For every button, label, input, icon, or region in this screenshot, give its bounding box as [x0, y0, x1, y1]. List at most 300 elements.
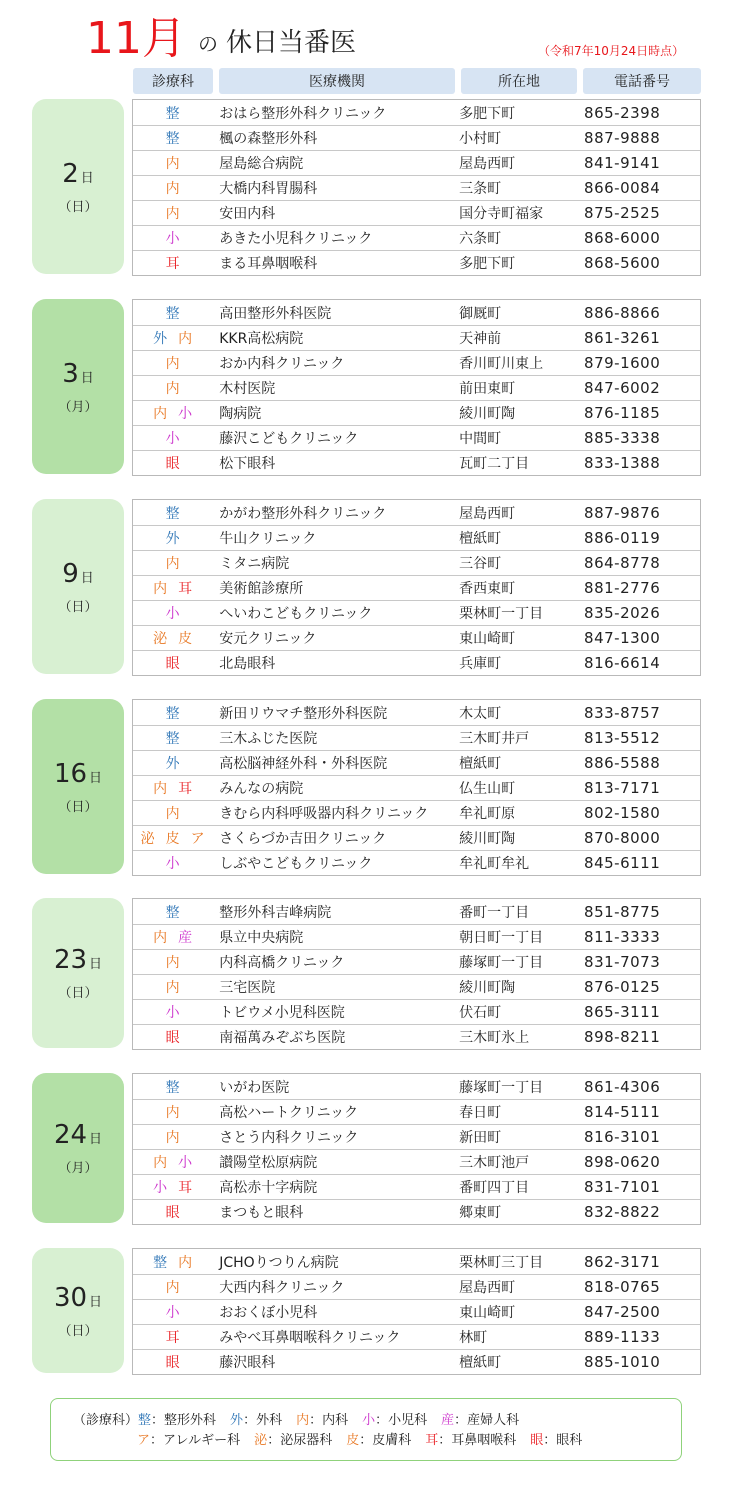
specialty-tag: 内 [165, 206, 181, 222]
row-clinic-name: あきた小児科クリニック [219, 231, 373, 247]
day-number: 30 [53, 1282, 88, 1313]
row-clinic-name: 藤沢眼科 [219, 1355, 276, 1371]
specialty-tag: 内 [165, 156, 181, 172]
row-specialty [133, 553, 213, 573]
legend-item [296, 1413, 348, 1428]
page-title [86, 14, 356, 64]
day-weekday: （月） [58, 399, 98, 415]
row-address: 藤塚町一丁目 [459, 1079, 544, 1096]
row-specialty [133, 1077, 213, 1097]
legend [50, 1398, 682, 1461]
table-row [133, 750, 700, 775]
row-address: 屋島西町 [459, 1280, 516, 1296]
row-clinic-name: 高松脳神経外科・外科医院 [219, 756, 388, 772]
row-specialty [133, 503, 213, 523]
row-specialty [133, 927, 213, 947]
row-specialty [133, 1152, 213, 1172]
specialty-tag: 整 [165, 705, 181, 722]
day-date [54, 1120, 102, 1155]
row-address: 綾川町陶 [459, 406, 516, 422]
row-phone: 816-6614 [584, 654, 661, 672]
row-clinic-name: 北島眼科 [219, 656, 276, 672]
row-address: 藤塚町一丁目 [459, 955, 544, 971]
row-specialty [133, 1102, 213, 1122]
specialty-tag: 整 [165, 731, 181, 747]
day-unit: 日 [89, 1294, 103, 1310]
row-clinic-name: 安田内科 [219, 206, 276, 222]
specialty-tag: 内 [153, 406, 169, 422]
row-specialty [133, 1127, 213, 1147]
legend-key: 内 [296, 1413, 310, 1428]
table-row [133, 625, 700, 650]
day-date [62, 559, 94, 594]
table-row [133, 725, 700, 750]
specialty-tag: 整 [165, 305, 181, 322]
table-row [133, 600, 700, 625]
specialty-tag: 耳 [178, 1180, 194, 1196]
row-phone: 868-5600 [584, 254, 661, 272]
row-specialty [133, 353, 213, 373]
day-table [132, 898, 701, 1050]
header-name: 医療機関 [219, 68, 455, 94]
day-weekday: （日） [58, 1323, 98, 1339]
row-address: 牟礼町原 [459, 806, 516, 822]
row-address: 檀紙町 [459, 756, 502, 772]
day-weekday: （日） [58, 986, 98, 1001]
row-phone: 865-3111 [584, 1003, 661, 1021]
day-date [54, 945, 102, 980]
row-address: 兵庫町 [459, 656, 502, 672]
specialty-tag: 内 [165, 381, 181, 397]
specialty-tag: 泌 [153, 631, 169, 647]
legend-item [362, 1413, 427, 1428]
row-clinic-name: しぶやこどもクリニック [219, 856, 373, 872]
row-clinic-name: みんなの病院 [219, 781, 304, 797]
day-date [62, 359, 94, 394]
title-month: 11月 [86, 13, 186, 64]
title-main: 休日当番医 [226, 28, 357, 58]
row-specialty [133, 153, 213, 173]
row-specialty [133, 378, 213, 398]
row-phone: 885-1010 [584, 1353, 661, 1371]
specialty-tag: 泌 [140, 831, 156, 847]
legend-item [254, 1433, 332, 1448]
legend-key: 小 [362, 1413, 376, 1428]
row-address: 国分寺町福家 [459, 206, 544, 222]
row-phone: 885-3338 [584, 429, 661, 447]
row-address: 朝日町一丁目 [459, 930, 544, 946]
row-phone: 898-0620 [584, 1153, 661, 1171]
table-row [133, 1274, 700, 1299]
row-specialty [133, 128, 213, 148]
row-clinic-name: 美術館診療所 [219, 581, 304, 597]
specialty-tag: 耳 [165, 256, 181, 272]
row-specialty [133, 1327, 213, 1347]
table-row [133, 650, 700, 675]
specialty-tag: 内 [165, 1130, 181, 1146]
table-row [133, 775, 700, 800]
table-row [133, 800, 700, 825]
row-clinic-name: まつもと眼科 [219, 1205, 304, 1221]
row-specialty [133, 103, 213, 123]
specialty-tag: ア [190, 831, 206, 847]
table-row [133, 1149, 700, 1174]
day-block-16 [32, 699, 702, 876]
table-row [133, 1349, 700, 1374]
specialty-tag: 内 [165, 1280, 181, 1296]
row-clinic-name: 木村医院 [219, 381, 276, 397]
table-row [133, 300, 700, 325]
row-specialty [133, 653, 213, 673]
legend-key: 産 [441, 1413, 455, 1428]
row-address: 三谷町 [459, 556, 502, 572]
table-row [133, 150, 700, 175]
row-address: 番町一丁目 [459, 904, 530, 921]
table-row [133, 1174, 700, 1199]
row-clinic-name: ミタニ病院 [219, 556, 290, 572]
specialty-tag: 皮 [178, 631, 194, 647]
specialty-tag: 小 [165, 1005, 181, 1021]
row-address: 郷東町 [459, 1205, 502, 1221]
specialty-tag: 産 [178, 930, 194, 946]
row-address: 伏石町 [459, 1005, 502, 1021]
legend-item [346, 1433, 411, 1448]
row-phone: 876-1185 [584, 404, 661, 422]
table-row [133, 1299, 700, 1324]
legend-value: ：小児科 [375, 1413, 428, 1428]
row-clinic-name: 三宅医院 [219, 980, 276, 996]
row-phone: 898-8211 [584, 1028, 661, 1046]
legend-value: ：アレルギー科 [150, 1433, 241, 1448]
specialty-tag: 内 [153, 1155, 169, 1171]
specialty-tag: 内 [165, 1105, 181, 1121]
row-address: 御厩町 [459, 305, 502, 322]
day-date [54, 759, 102, 794]
row-specialty [133, 1277, 213, 1297]
row-specialty [133, 453, 213, 473]
row-address: 三木町池戸 [459, 1155, 530, 1171]
row-clinic-name: みやべ耳鼻咽喉科クリニック [219, 1330, 401, 1346]
row-clinic-name: さとう内科クリニック [219, 1130, 359, 1146]
table-row [133, 425, 700, 450]
row-phone: 861-3261 [584, 329, 661, 347]
table-row [133, 125, 700, 150]
day-number: 24 [53, 1120, 88, 1150]
header-addr: 所在地 [461, 68, 577, 94]
day-block-24 [32, 1073, 702, 1225]
legend-key: 皮 [346, 1433, 360, 1448]
table-row [133, 225, 700, 250]
legend-line-2 [137, 1429, 596, 1448]
row-phone: 845-6111 [584, 854, 661, 872]
day-box [32, 499, 124, 674]
legend-item [138, 1413, 216, 1428]
row-clinic-name: 大西内科クリニック [219, 1280, 345, 1296]
specialty-tag: 整 [165, 1079, 181, 1096]
specialty-tag: 内 [165, 181, 181, 197]
specialty-tag: 整 [165, 131, 181, 147]
row-specialty [133, 977, 213, 997]
row-phone: 841-9141 [584, 154, 661, 172]
table-row [133, 450, 700, 475]
legend-item [230, 1413, 282, 1428]
row-specialty [133, 228, 213, 248]
row-address: 栗林町三丁目 [459, 1254, 544, 1271]
row-address: 東山崎町 [459, 1305, 516, 1321]
table-row [133, 700, 700, 725]
day-number: 16 [53, 758, 88, 789]
specialty-tag: 耳 [165, 1330, 181, 1346]
row-phone: 886-0119 [584, 529, 661, 547]
row-address: 檀紙町 [459, 531, 502, 547]
row-specialty [133, 603, 213, 623]
table-row [133, 1024, 700, 1049]
legend-value: ：皮膚科 [359, 1433, 412, 1448]
row-specialty [133, 328, 213, 348]
day-unit: 日 [89, 957, 103, 972]
row-address: 綾川町陶 [459, 831, 516, 847]
day-table [132, 699, 701, 876]
legend-item [137, 1433, 240, 1448]
day-weekday: （日） [58, 199, 98, 215]
specialty-tag: 外 [165, 531, 181, 547]
row-specialty [133, 253, 213, 273]
row-phone: 813-7171 [584, 779, 661, 797]
table-row [133, 100, 700, 125]
day-table [132, 499, 701, 676]
row-specialty [133, 1302, 213, 1322]
row-address: 屋島西町 [459, 156, 516, 172]
legend-value: ：眼科 [543, 1433, 583, 1448]
row-specialty [133, 1202, 213, 1222]
row-phone: 875-2525 [584, 204, 661, 222]
row-phone: 847-6002 [584, 379, 661, 397]
row-address: 木太町 [459, 705, 502, 722]
row-phone: 813-5512 [584, 729, 661, 747]
row-clinic-name: 整形外科吉峰病院 [219, 904, 332, 921]
row-phone: 847-1300 [584, 629, 661, 647]
row-clinic-name: 讃陽堂松原病院 [219, 1155, 318, 1171]
row-phone: 814-5111 [584, 1103, 661, 1121]
row-clinic-name: 内科高橋クリニック [219, 955, 345, 971]
day-number: 2 [62, 158, 79, 189]
row-address: 多肥下町 [459, 105, 516, 122]
legend-key: 外 [230, 1413, 244, 1428]
row-phone: 811-3333 [584, 928, 661, 946]
row-address: 屋島西町 [459, 505, 516, 522]
table-row [133, 525, 700, 550]
row-address: 多肥下町 [459, 256, 516, 272]
row-phone: 861-4306 [584, 1077, 661, 1096]
row-address: 天神前 [459, 331, 502, 347]
row-clinic-name: 藤沢こどもクリニック [219, 431, 359, 447]
legend-item [441, 1413, 519, 1428]
day-number: 9 [62, 558, 79, 589]
table-row [133, 999, 700, 1024]
table-row [133, 550, 700, 575]
row-phone: 847-2500 [584, 1303, 661, 1321]
specialty-tag: 整 [165, 105, 181, 122]
row-clinic-name: トビウメ小児科医院 [219, 1005, 345, 1021]
specialty-tag: 内 [165, 556, 181, 572]
specialty-tag: 小 [165, 856, 181, 872]
row-specialty [133, 828, 213, 848]
day-box [32, 898, 124, 1048]
row-phone: 889-1133 [584, 1328, 661, 1346]
row-specialty [133, 1352, 213, 1372]
legend-value: ：内科 [309, 1413, 349, 1428]
table-row [133, 375, 700, 400]
row-specialty [133, 1027, 213, 1047]
specialty-tag: 内 [165, 356, 181, 372]
row-specialty [133, 303, 213, 323]
table-row [133, 825, 700, 850]
specialty-tag: 眼 [165, 656, 181, 672]
row-specialty [133, 703, 213, 723]
row-address: 小村町 [459, 131, 502, 147]
row-address: 林町 [459, 1330, 488, 1346]
row-phone: 881-2776 [584, 579, 661, 597]
specialty-tag: 眼 [165, 1355, 181, 1371]
row-address: 東山崎町 [459, 631, 516, 647]
row-clinic-name: まる耳鼻咽喉科 [219, 256, 318, 272]
specialty-tag: 内 [178, 331, 194, 347]
table-row [133, 500, 700, 525]
row-address: 番町四丁目 [459, 1180, 530, 1196]
legend-key: 泌 [254, 1433, 268, 1448]
table-row [133, 1199, 700, 1224]
day-weekday: （日） [58, 599, 98, 615]
table-row [133, 325, 700, 350]
row-clinic-name: 県立中央病院 [219, 930, 304, 946]
row-specialty [133, 528, 213, 548]
table-row [133, 850, 700, 875]
table-row [133, 575, 700, 600]
day-block-2 [32, 99, 702, 276]
legend-item [425, 1433, 516, 1448]
day-unit: 日 [80, 370, 94, 386]
day-table [132, 1248, 701, 1375]
table-row [133, 350, 700, 375]
specialty-tag: 内 [165, 980, 181, 996]
specialty-tag: 整 [153, 1254, 169, 1271]
row-specialty [133, 778, 213, 798]
day-box [32, 1073, 124, 1223]
legend-value: ：整形外科 [151, 1413, 217, 1428]
row-phone: 833-1388 [584, 454, 661, 472]
specialty-tag: 整 [165, 505, 181, 522]
table-row [133, 200, 700, 225]
header-tel: 電話番号 [583, 68, 701, 94]
legend-item [530, 1433, 582, 1448]
row-clinic-name: 高松赤十字病院 [219, 1180, 318, 1196]
row-phone: 866-0084 [584, 179, 661, 197]
specialty-tag: 皮 [165, 831, 181, 847]
row-phone: 887-9876 [584, 503, 661, 522]
day-table [132, 99, 701, 276]
table-row [133, 1074, 700, 1099]
table-row [133, 974, 700, 999]
row-phone: 831-7073 [584, 953, 661, 971]
table-row [133, 400, 700, 425]
day-block-3 [32, 299, 702, 476]
day-box [32, 1248, 124, 1373]
row-phone: 832-8822 [584, 1203, 661, 1221]
row-clinic-name: きむら内科呼吸器内科クリニック [219, 806, 429, 822]
day-unit: 日 [89, 770, 103, 786]
specialty-tag: 外 [165, 756, 181, 772]
day-number: 3 [62, 358, 79, 389]
row-phone: 833-8757 [584, 703, 661, 722]
row-phone: 879-1600 [584, 354, 661, 372]
row-phone: 865-2398 [584, 103, 661, 122]
row-clinic-name: へいわこどもクリニック [219, 606, 373, 622]
specialty-tag: 耳 [178, 581, 194, 597]
row-phone: 818-0765 [584, 1278, 661, 1296]
row-specialty [133, 1177, 213, 1197]
row-specialty [133, 203, 213, 223]
row-clinic-name: 松下眼科 [219, 456, 276, 472]
specialty-tag: 小 [153, 1180, 169, 1196]
row-phone: 802-1580 [584, 804, 661, 822]
day-weekday: （月） [58, 1161, 98, 1176]
row-phone: 864-8778 [584, 554, 661, 572]
row-specialty [133, 1252, 213, 1272]
row-clinic-name: 三木ふじた医院 [219, 731, 318, 747]
specialty-tag: 内 [165, 955, 181, 971]
specialty-tag: 内 [153, 930, 169, 946]
row-address: 三条町 [459, 181, 502, 197]
row-phone: 835-2026 [584, 604, 661, 622]
specialty-tag: 小 [165, 431, 181, 447]
day-unit: 日 [80, 170, 94, 186]
specialty-tag: 小 [178, 1155, 194, 1171]
specialty-tag: 内 [178, 1254, 194, 1271]
table-row [133, 899, 700, 924]
row-address: 六条町 [459, 231, 502, 247]
row-clinic-name: 屋島総合病院 [219, 156, 304, 172]
row-phone: 876-0125 [584, 978, 661, 996]
legend-value: ：耳鼻咽喉科 [438, 1433, 517, 1448]
day-block-30 [32, 1248, 702, 1375]
specialty-tag: 小 [165, 1305, 181, 1321]
row-address: 中間町 [459, 431, 502, 447]
row-clinic-name: 南福萬みぞぶち医院 [219, 1030, 346, 1046]
table-row [133, 250, 700, 275]
row-specialty [133, 178, 213, 198]
row-specialty [133, 803, 213, 823]
row-address: 栗林町一丁目 [459, 606, 544, 622]
row-phone: 886-5588 [584, 754, 661, 772]
legend-prefix: （診療科） [73, 1413, 139, 1428]
row-specialty [133, 753, 213, 773]
row-phone: 816-3101 [584, 1128, 661, 1146]
row-specialty [133, 1002, 213, 1022]
row-clinic-name: 新田リウマチ整形外科医院 [219, 705, 388, 722]
row-specialty [133, 628, 213, 648]
row-address: 瓦町二丁目 [459, 456, 530, 472]
row-phone: 870-8000 [584, 829, 661, 847]
row-clinic-name: かがわ整形外科クリニック [219, 505, 387, 522]
row-address: 仏生山町 [459, 781, 516, 797]
row-clinic-name: さくらづか吉田クリニック [219, 831, 387, 847]
day-box [32, 299, 124, 474]
day-table [132, 1073, 701, 1225]
row-address: 香川町川東上 [459, 356, 544, 372]
row-address: 前田東町 [459, 381, 516, 397]
header-spec: 診療科 [133, 68, 213, 94]
row-specialty [133, 853, 213, 873]
